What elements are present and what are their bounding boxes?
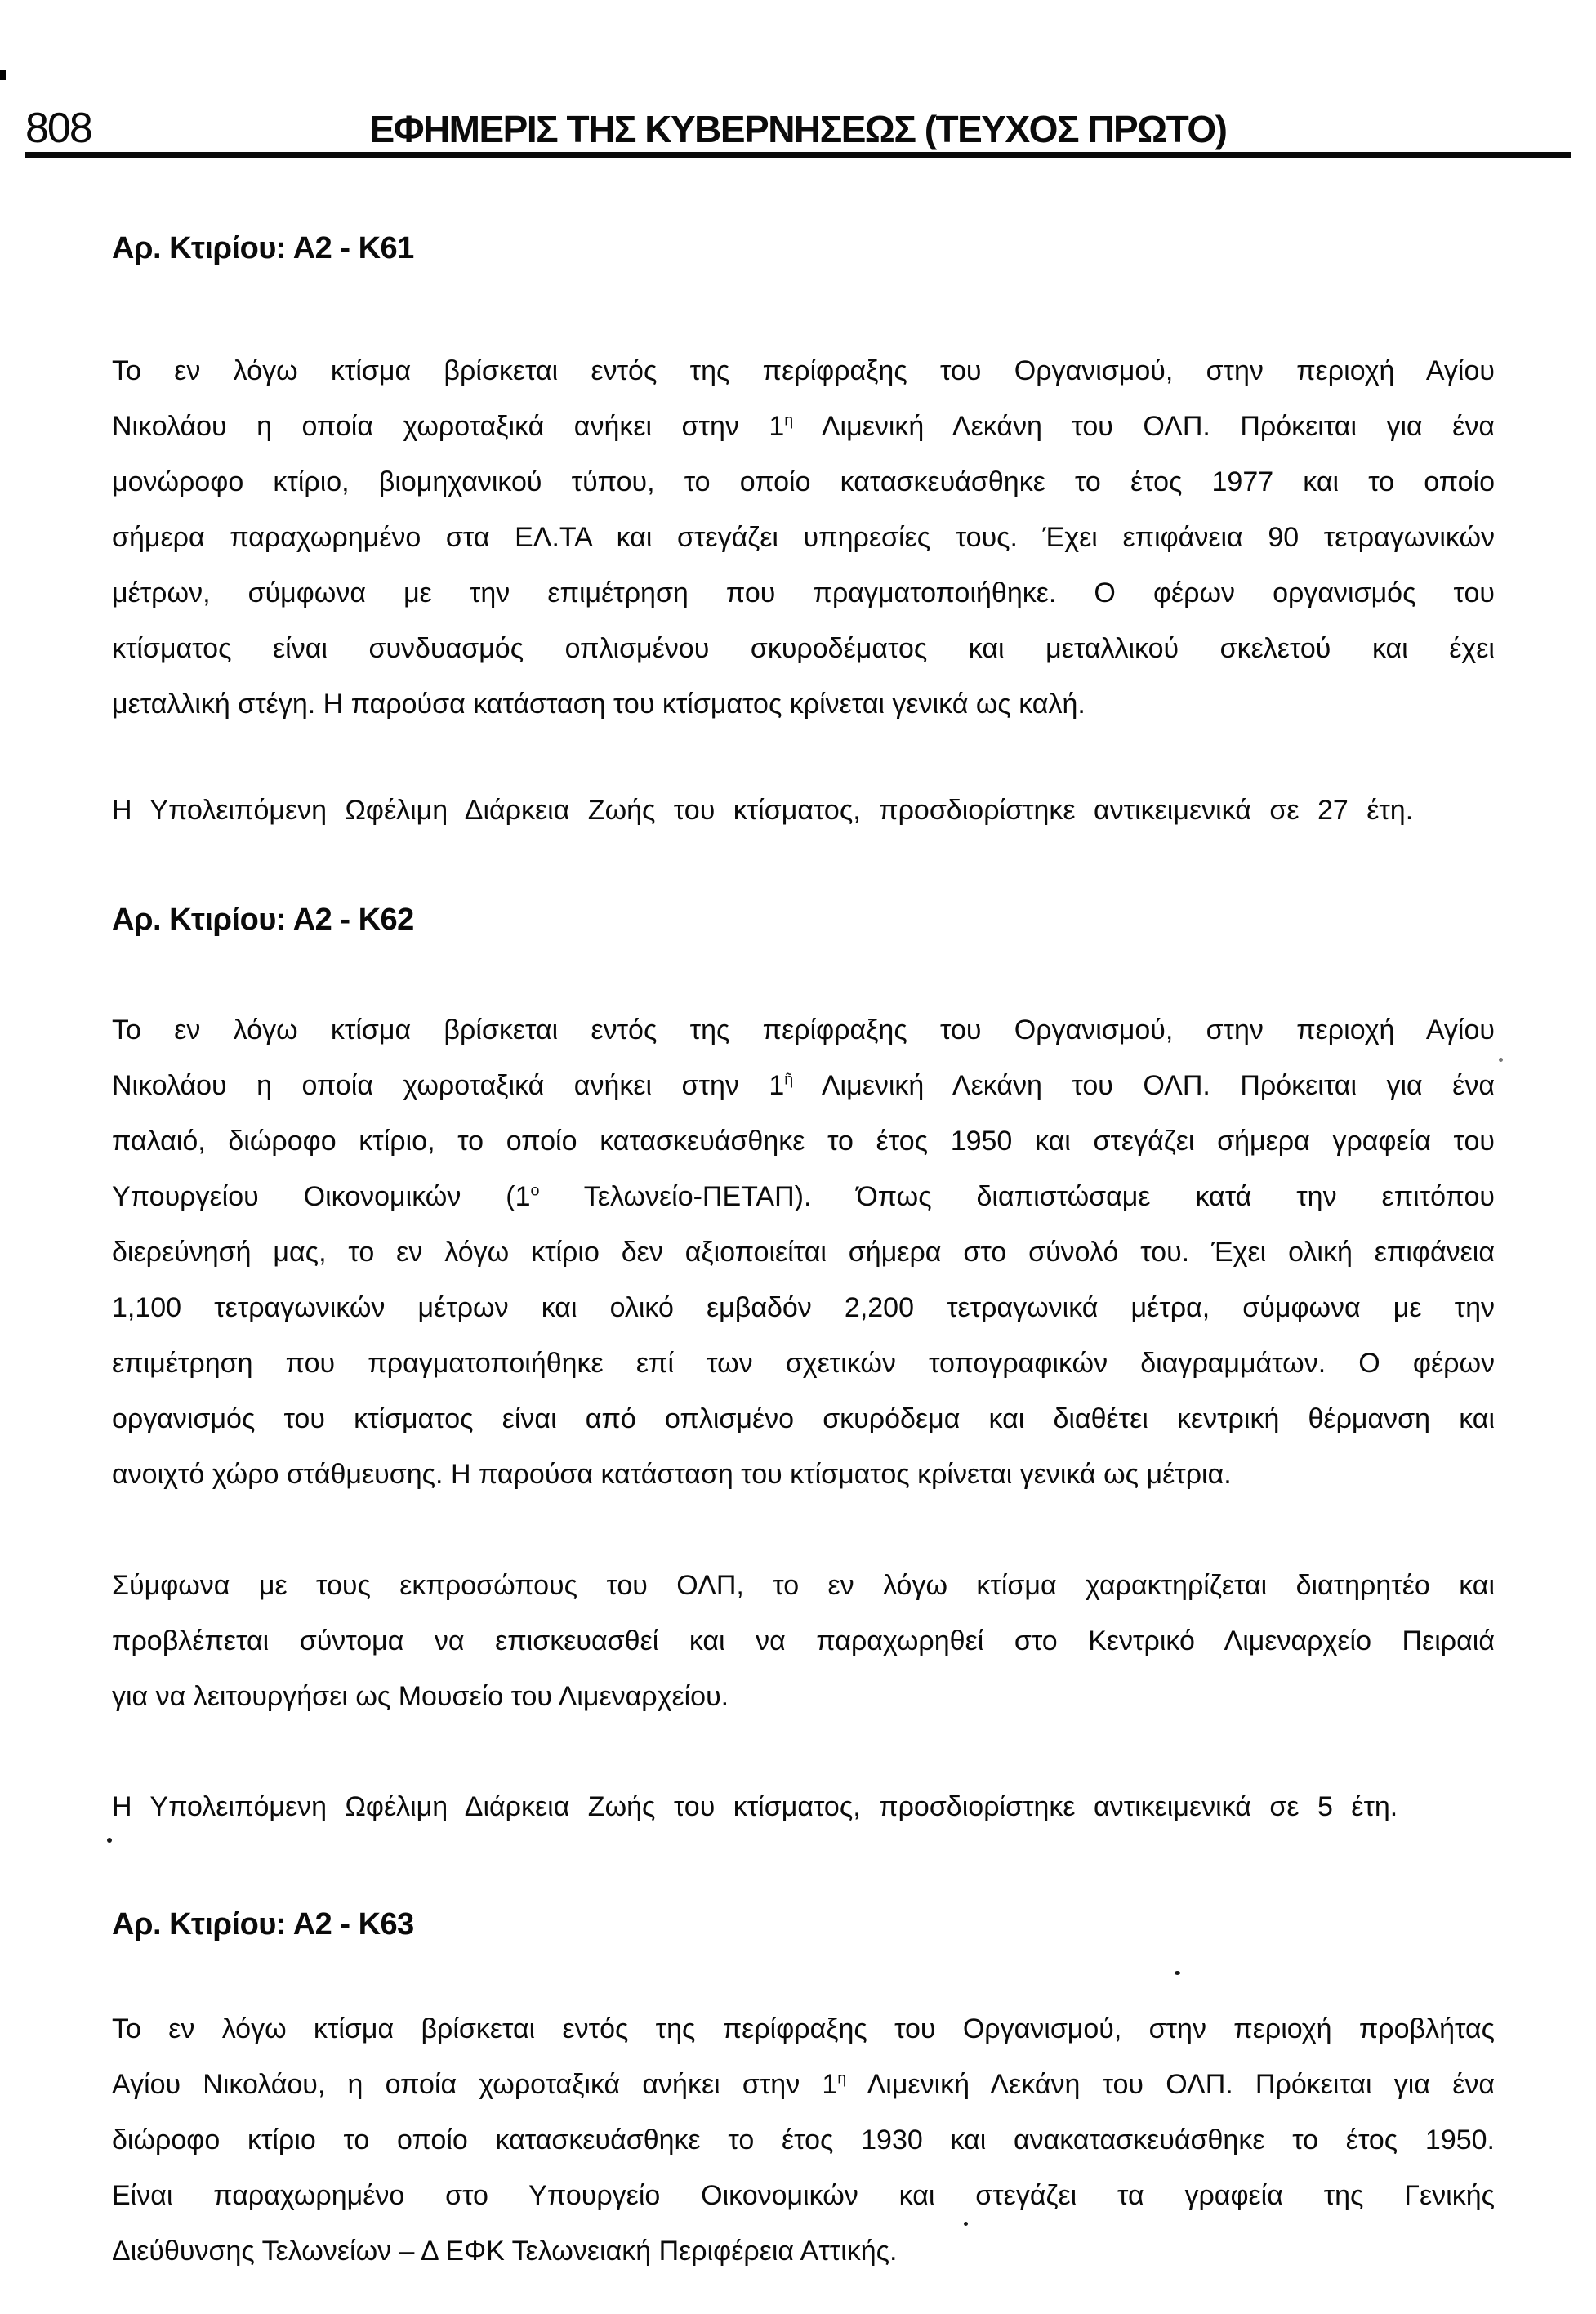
text-line: 1,100 τετραγωνικών μέτρων και ολικό εμβαδόν 2,200 τετραγωνικά μέτρα, σύμφωνα με την [112, 1292, 1495, 1323]
text-line: για να λειτουργήσει ως Μουσείο του Λιμεναρχείου. [112, 1681, 729, 1712]
text-line: μεταλλική στέγη. Η παρούσα κατάσταση του κτίσματος κρίνεται γενικά ως καλή. [112, 689, 1086, 720]
text-line: Νικολάου η οποία χωροταξικά ανήκει στην $1^ῆ$ Λιμενική Λεκάνη του ΟΛΠ. Πρόκειται για ένα [112, 1070, 1495, 1101]
scan-artifact-dot [107, 1838, 112, 1843]
text-line: Υπουργείου Οικονομικών ($1^o$ Τελωνείο-ΠΕΤΑΠ). Όπως διαπιστώσαμε κατά την επιτόπου [112, 1181, 1495, 1212]
scan-edge-smudge [0, 70, 6, 80]
text-line: Νικολάου η οποία χωροταξικά ανήκει στην $1^\eta$ Λιμενική Λεκάνη του ΟΛΠ. Πρόκειται για ένα [112, 411, 1495, 442]
text-line: Η Υπολειπόμενη Ωφέλιμη Διάρκεια Ζωής του κτίσματος, προσδιορίστηκε αντικειμενικά σε 5 έτη. [112, 1791, 1398, 1822]
scan-artifact-dot [1499, 1058, 1503, 1062]
page-number: 808 [25, 105, 91, 152]
section-heading-k61: Αρ. Κτιρίου: Α2 - Κ61 [112, 231, 414, 265]
paragraph-k63-description [112, 2001, 1495, 2279]
text-line: Το εν λόγω κτίσμα βρίσκεται εντός της περίφραξης του Οργανισμού, στην περιοχή Αγίου [112, 1014, 1495, 1046]
text-line: Το εν λόγω κτίσμα βρίσκεται εντός της περίφραξης του Οργανισμού, στην περιοχή προβλήτας [112, 2013, 1495, 2044]
text-line: διώροφο κτίριο το οποίο κατασκευάσθηκε το έτος 1930 και ανακατασκευάσθηκε το έτος 1950. [112, 2125, 1495, 2156]
text-line: σήμερα παραχωρημένο στα ΕΛ.ΤΑ και στεγάζει υπηρεσίες τους. Έχει επιφάνεια 90 τετραγωνικών [112, 522, 1495, 553]
paragraph-k61-description [112, 343, 1495, 732]
text-line: Είναι παραχωρημένο στο Υπουργείο Οικονομικών και στεγάζει τα γραφεία της Γενικής [112, 2180, 1495, 2211]
text-line: Σύμφωνα με τους εκπροσώπους του ΟΛΠ, το εν λόγω κτίσμα χαρακτηρίζεται διατηρητέο και [112, 1570, 1495, 1601]
text-line: παλαιό, διώροφο κτίριο, το οποίο κατασκευάσθηκε το έτος 1950 και στεγάζει σήμερα γραφεία του [112, 1126, 1495, 1157]
scan-artifact-dot [1175, 1971, 1180, 1975]
paragraph-k62-remaining-life [112, 1779, 1495, 1835]
text-line: μονώροφο κτίριο, βιομηχανικού τύπου, το οποίο κατασκευάσθηκε το έτος 1977 και το οποίο [112, 466, 1495, 497]
paragraph-k61-remaining-life [112, 782, 1495, 838]
document-body [112, 0, 1495, 2279]
text-line: Διεύθυνσης Τελωνείων – Δ ΕΦΚ Τελωνειακή Περιφέρεια Αττικής. [112, 2236, 898, 2267]
text-line: Η Υπολειπόμενη Ωφέλιμη Διάρκεια Ζωής του κτίσματος, προσδιορίστηκε αντικειμενικά σε 27 έτη. [112, 795, 1414, 826]
paragraph-k62-preservation [112, 1558, 1495, 1724]
section-heading-k62: Αρ. Κτιρίου: Α2 - Κ62 [112, 903, 414, 937]
text-line: προβλέπεται σύντομα να επισκευασθεί και να παραχωρηθεί στο Κεντρικό Λιμεναρχείο Πειραιά [112, 1625, 1495, 1656]
text-line: οργανισμός του κτίσματος είναι από οπλισμένο σκυρόδεμα και διαθέτει κεντρική θέρμανση και [112, 1403, 1495, 1434]
text-line: Το εν λόγω κτίσμα βρίσκεται εντός της περίφραξης του Οργανισμού, στην περιοχή Αγίου [112, 355, 1495, 386]
text-line: επιμέτρηση που πραγματοποιήθηκε επί των σχετικών τοπογραφικών διαγραμμάτων. Ο φέρων [112, 1348, 1495, 1379]
section-heading-k63: Αρ. Κτιρίου: Α2 - Κ63 [112, 1907, 414, 1942]
text-line: ανοιχτό χώρο στάθμευσης. Η παρούσα κατάσταση του κτίσματος κρίνεται γενικά ως μέτρια. [112, 1459, 1232, 1490]
text-line: διερεύνησή μας, το εν λόγω κτίριο δεν αξιοποιείται σήμερα στο σύνολό του. Έχει ολική επιφάνεια [112, 1237, 1495, 1268]
text-line: μέτρων, σύμφωνα με την επιμέτρηση που πραγματοποιήθηκε. Ο φέρων οργανισμός του [112, 577, 1495, 609]
text-line: Αγίου Νικολάου, η οποία χωροταξικά ανήκει στην $1^\eta$ Λιμενική Λεκάνη του ΟΛΠ. Πρόκειται για ένα [112, 2069, 1496, 2100]
scan-artifact-dot [964, 2222, 968, 2226]
page-title: ΕΦΗΜΕΡΙΣ ΤΗΣ ΚΥΒΕΡΝΗΣΕΩΣ (ΤΕΥΧΟΣ ΠΡΩΤΟ) [369, 108, 1227, 150]
text-line: κτίσματος είναι συνδυασμός οπλισμένου σκυροδέματος και μεταλλικού σκελετού και έχει [112, 633, 1495, 664]
paragraph-k62-description [112, 1002, 1495, 1502]
